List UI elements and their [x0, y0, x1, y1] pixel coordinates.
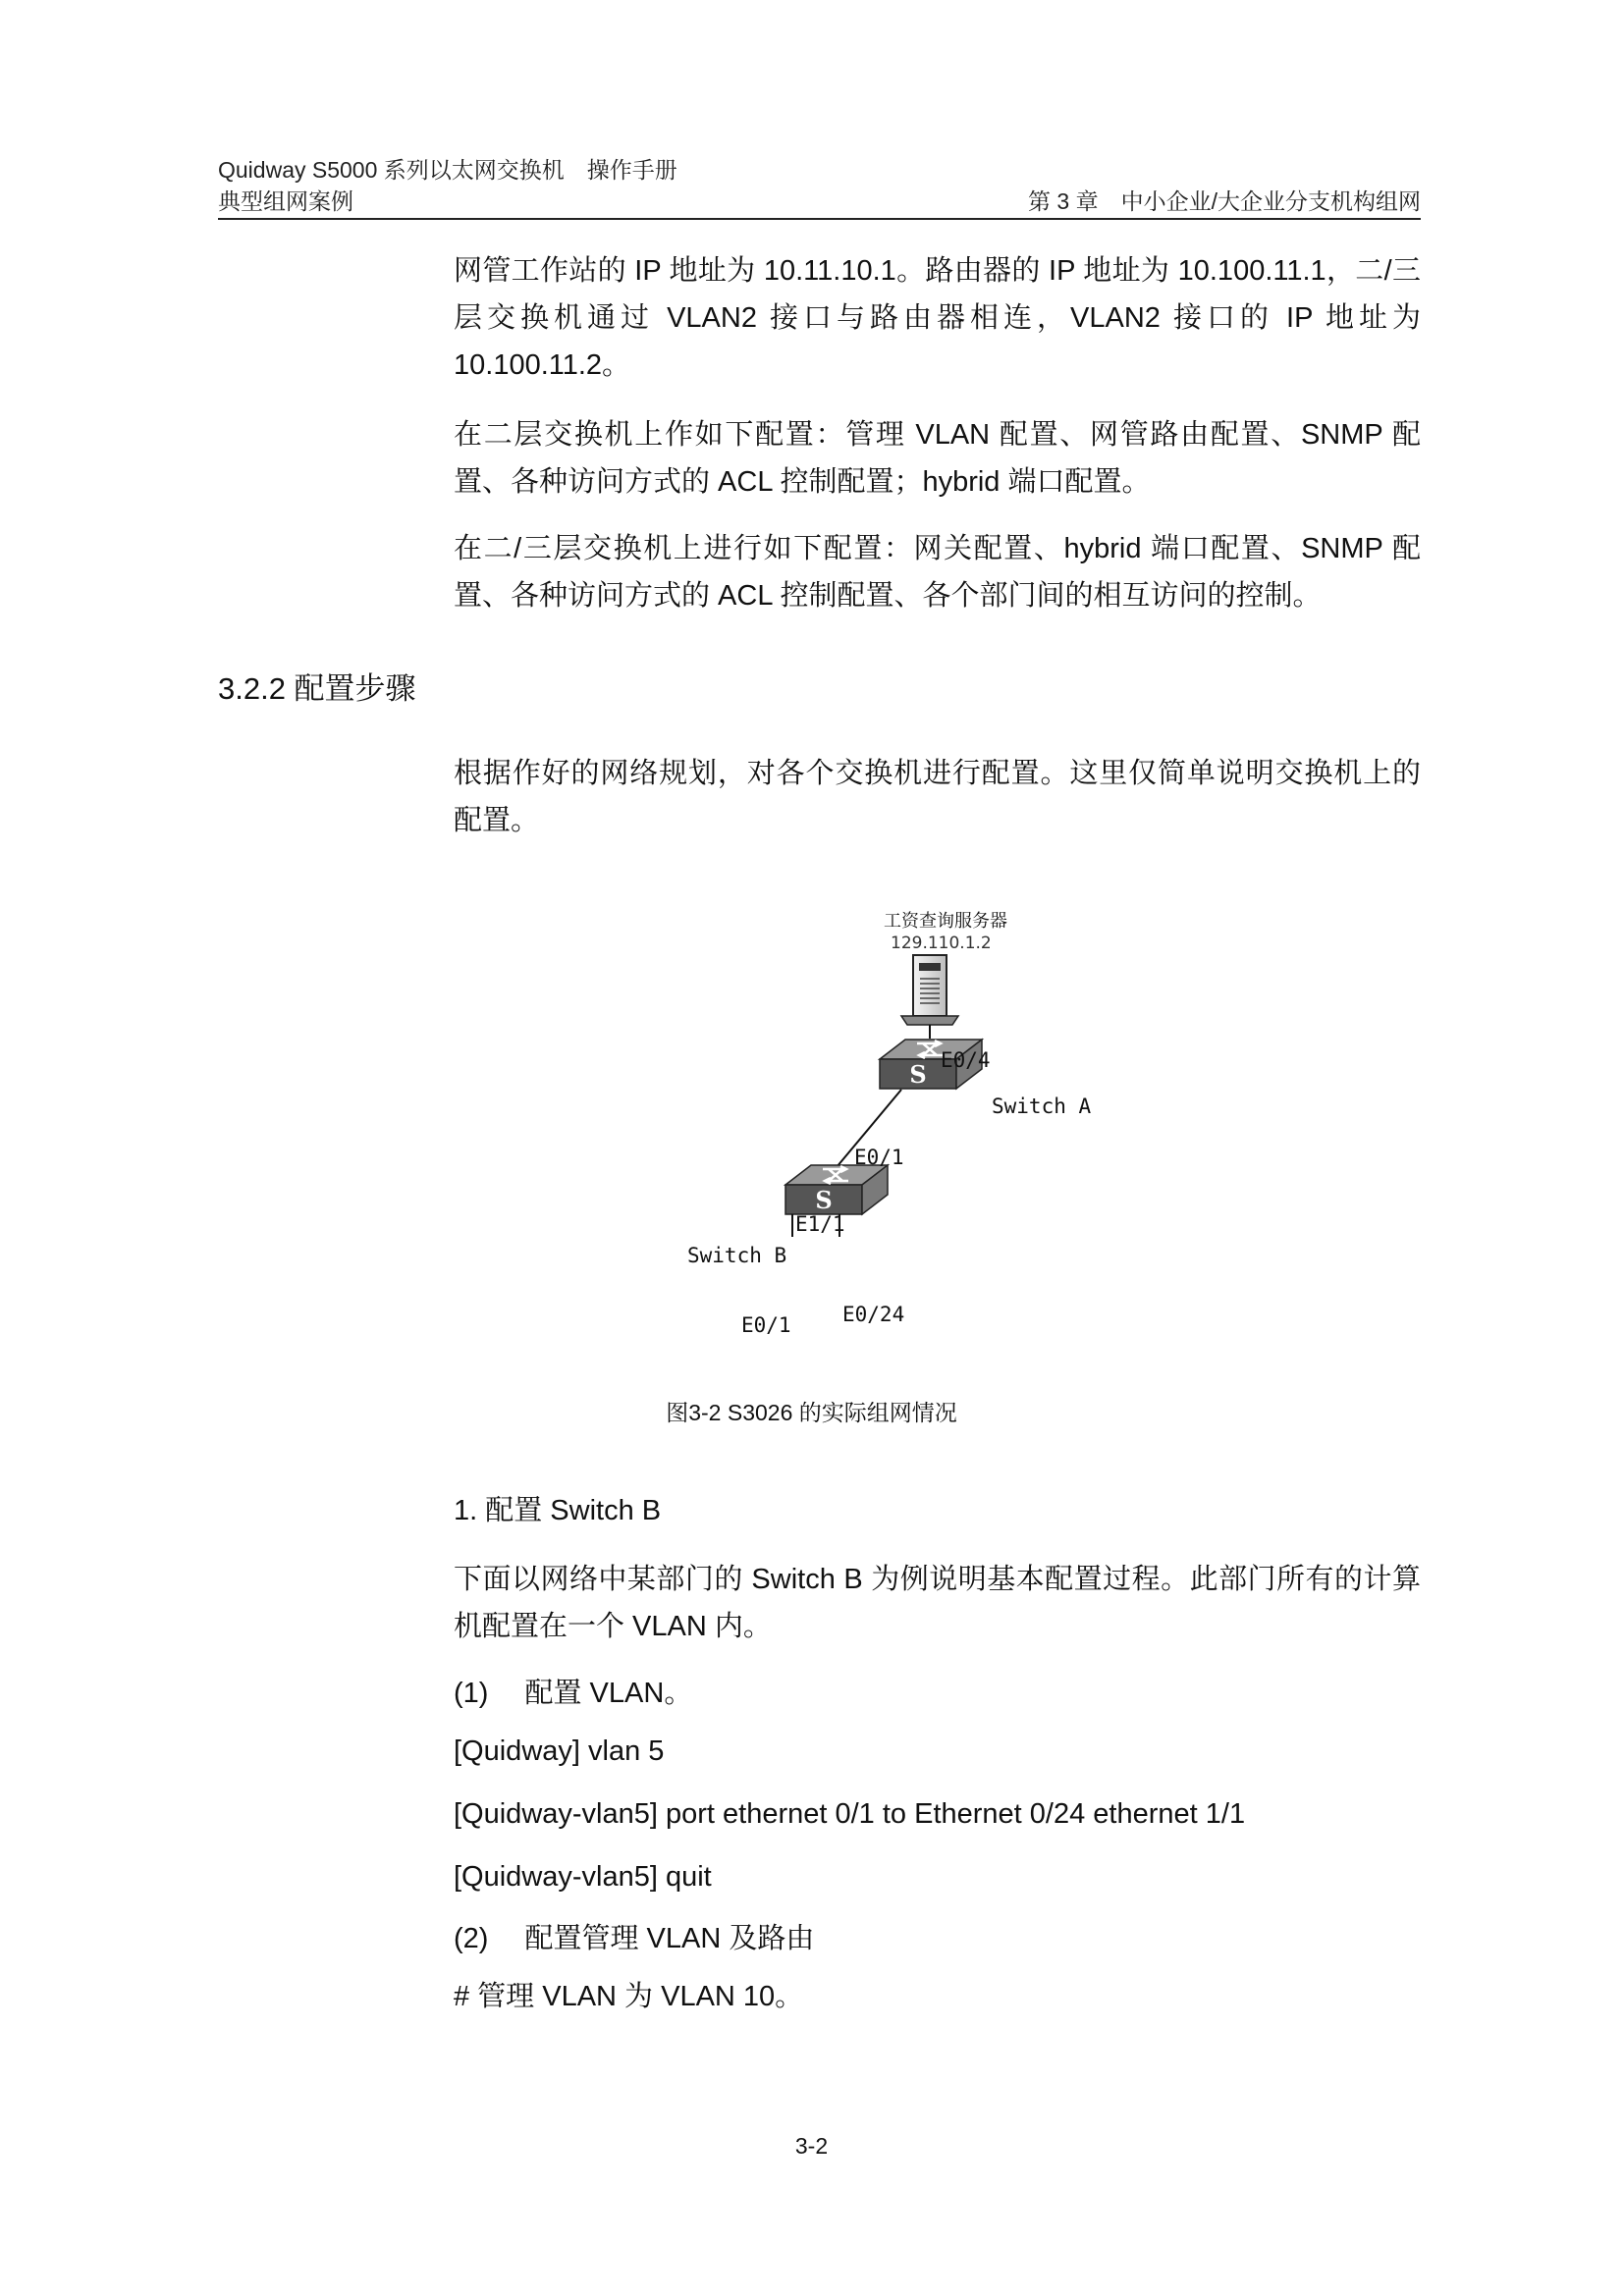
switch-b-glyph: S: [815, 1186, 833, 1214]
server-ip-label: 129.110.1.2: [891, 934, 992, 953]
network-diagram: [589, 888, 1198, 1360]
substep-2: (2) 配置管理 VLAN 及路由: [454, 1923, 815, 1954]
port-b-left-label: E0/1: [741, 1313, 791, 1337]
server-name-label: 工资查询服务器: [884, 911, 1007, 932]
port-b-top-label: E1/1: [795, 1212, 845, 1236]
command-line-2: [Quidway-vlan5] port ethernet 0/1 to Ethernet 0/24 ethernet 1/1: [454, 1798, 1246, 1830]
step-heading: 1. 配置 Switch B: [454, 1495, 662, 1526]
header-section: 典型组网案例: [218, 188, 353, 214]
switch-a-label: Switch A: [992, 1095, 1092, 1118]
command-line-1: [Quidway] vlan 5: [454, 1735, 665, 1767]
header-title: Quidway S5000 系列以太网交换机 操作手册: [218, 157, 677, 183]
port-a-bottom-label: E0/1: [854, 1146, 904, 1169]
header-chapter: 第 3 章 中小企业/大企业分支机构组网: [1028, 188, 1421, 214]
step-description: 下面以网络中某部门的 Switch B 为例说明基本配置过程。此部门所有的计算机配置在一个 VLAN 内。: [454, 1564, 1421, 1642]
intro-paragraph-1: 网管工作站的 IP 地址为 10.11.10.1。路由器的 IP 地址为 10.100.11.1，二/三层交换机通过 VLAN2 接口与路由器相连，VLAN2 接口的 IP 地址为 10.100.11.2。: [454, 255, 1421, 381]
page-number: 3-2: [794, 2133, 829, 2159]
server-icon: [901, 955, 958, 1025]
intro-paragraph-3: 在二/三层交换机上进行如下配置：网关配置、hybrid 端口配置、SNMP 配置、各种访问方式的 ACL 控制配置、各个部门间的相互访问的控制。: [454, 533, 1421, 612]
switch-a-glyph: S: [909, 1060, 927, 1089]
section-paragraph: 根据作好的网络规划，对各个交换机进行配置。这里仅简单说明交换机上的配置。: [454, 758, 1421, 836]
command-line-3: [Quidway-vlan5] quit: [454, 1861, 712, 1893]
port-a-top-label: E0/4: [941, 1048, 991, 1072]
switch-b-icon: [785, 1165, 888, 1214]
section-heading: 3.2.2 配置步骤: [218, 671, 416, 706]
network-diagram-svg: [589, 888, 1198, 1360]
note-line: # 管理 VLAN 为 VLAN 10。: [454, 1981, 804, 2012]
port-b-right-label: E0/24: [842, 1303, 905, 1326]
intro-paragraph-2: 在二层交换机上作如下配置：管理 VLAN 配置、网管路由配置、SNMP 配置、各种访问方式的 ACL 控制配置；hybrid 端口配置。: [454, 419, 1421, 498]
substep-1: (1) 配置 VLAN。: [454, 1678, 693, 1709]
figure-caption: 图3-2 S3026 的实际组网情况: [666, 1400, 957, 1425]
header-rule: [218, 218, 1421, 220]
switch-b-label: Switch B: [687, 1244, 787, 1267]
